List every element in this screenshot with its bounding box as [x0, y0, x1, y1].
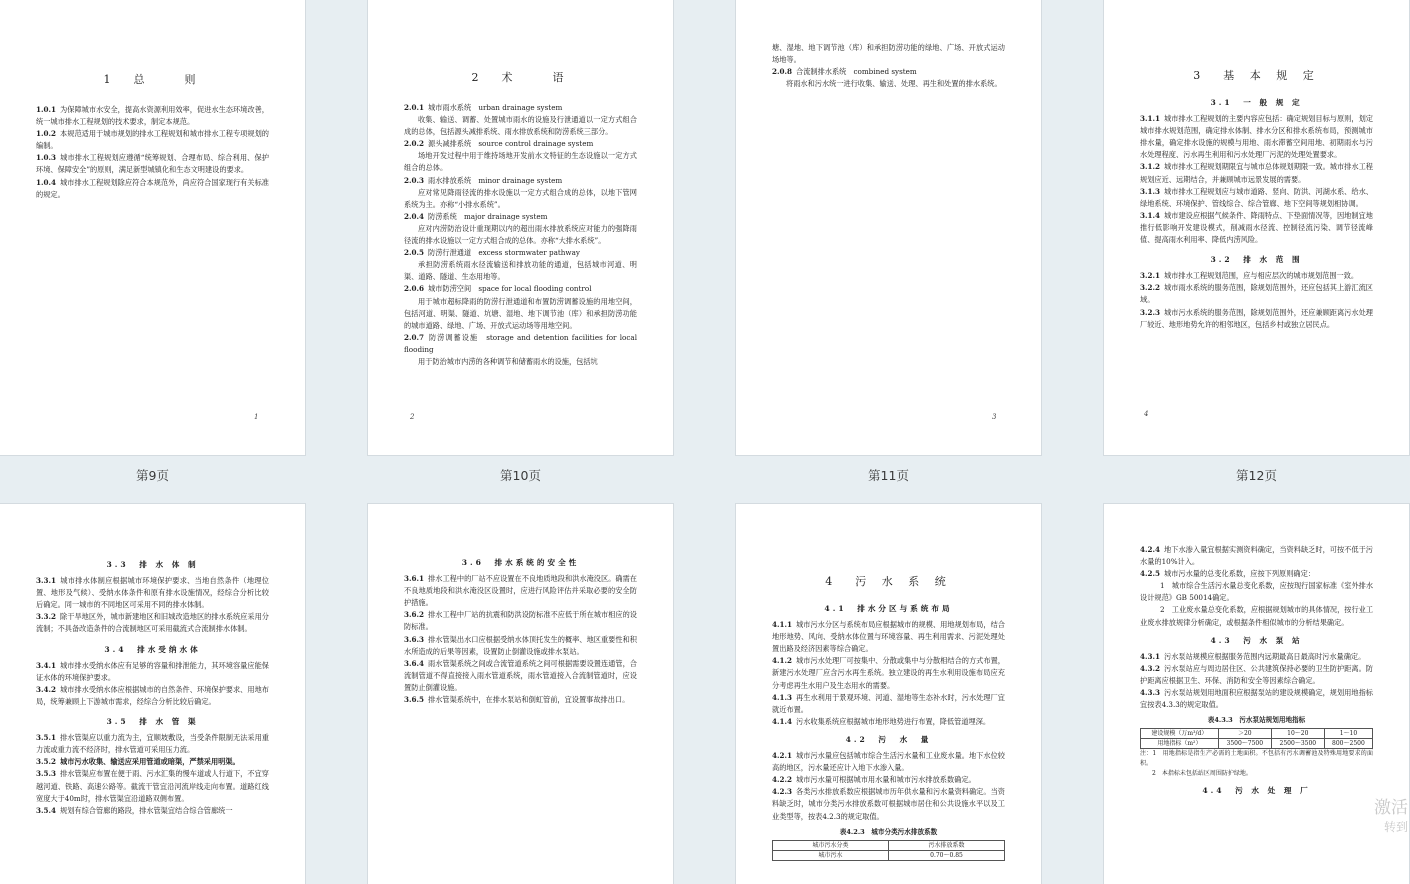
data-table — [772, 840, 1005, 861]
table-row: 城市污水 0.70～0.85 — [773, 850, 1005, 860]
section-title: 4.1 排水分区与系统布局 — [824, 604, 953, 613]
page-label[interactable]: 第12页 — [1236, 468, 1277, 483]
page-14[interactable] — [368, 504, 673, 884]
page-label[interactable]: 第10页 — [500, 468, 541, 483]
page-11[interactable] — [736, 0, 1041, 455]
table-row: 用地指标（m²） 3500～7500 2500～3500 800～2500 — [1141, 739, 1373, 749]
clause: 1.0.2 本规范适用于城市规划的排水工程规划和城市排水工程专项规划的编制。 — [36, 129, 269, 151]
page-label[interactable]: 第11页 — [868, 468, 909, 483]
section-title: 4.4 污 水 处 理 厂 — [1202, 786, 1311, 796]
page-label[interactable]: 第9页 — [136, 468, 169, 483]
term-head: 2.0.8 合流制排水系统 combined system — [772, 67, 917, 77]
watermark-subtext: 转到 — [1383, 820, 1408, 834]
term-body: 场地开发过程中用于维持场地开发前水文特征的生态设施以一定方式组合的总体。 — [404, 151, 637, 173]
section-title: 3.5 排 水 管 渠 — [106, 717, 199, 727]
page-text: 4.2.4 地下水渗入量宜根据实测资料确定，当资料缺乏时，可按不低于污水量的10%计入。 4.2.5 城市污水量的总变化系数，应按下列原则确定： 1 城市综合生活污水量总变化系数，应按现行国家标准《室外排水设计规范》GB 50014确定。 2 工业废水量总变化系数，应根据规划城市的具体情况，按行业工业废水排放规律分析确定，或根据条件相似城市的分析结果确定。 4.3 污 水 泵 站 4.3.1 污水泵站规模应根据服务范围内远期最高日最高时污水量确定。 4.3.2 污水泵站应与周边居住区、公共建筑保持必要的卫生防护距离。防护距离应根据卫生、环保、消防和安全等因素综合确定。 4.3.3 污水泵站规划用地面积应根据泵站的建设规模确定，规划用地指标宜按表4.3.3的规定取值。 表4.3.3 污水泵站规划用地指标 建设规模（万m³/d） ＞20 10～20 1～10 用地指标（m²） 3500～7500 2500～3500 800～2500 注：1 用地指标是指生产必需的土地面积。不包括有污水调蓄池及特殊用地要求的面积。 2 本指标未包括站区周围防护绿地。 4.4 污 水 处 理 厂 — [1140, 544, 1373, 801]
term-head: 2.0.4 防涝系统 major drainage system — [404, 211, 548, 221]
term-head: 2.0.6 城市防涝空间 space for local flooding control — [404, 284, 592, 294]
term-body: 将雨水和污水统一进行收集、输送、处理、再生和处置的排水系统。 — [786, 79, 1002, 89]
table-header: 城市污水分类 — [773, 840, 889, 850]
section-title: 3.6 排水系统的安全性 — [461, 558, 580, 567]
term-body: 应对内涝防治设计重现期以内的超出雨水排放系统应对能力的强降雨径流的排水设施以一定方式组合成的总体。亦称“大排水系统”。 — [404, 223, 637, 246]
section-title: 4.2 污 水 量 — [845, 734, 932, 744]
page-text: 3.3 排 水 体 制 3.3.1 城市排水体制应根据城市环境保护要求、当地自然条件（地理位置、地形及气候）、受纳水体条件和原有排水设施情况，经综合分析比较后确定。同一城市的不同地区可采用不同的排水体制。 3.3.2 除干旱地区外，城市新建地区和旧城改造地区的排水系统应采用分流制；不具备改造条件的合流制地区可采用截流式合流制排水体制。 3.4 排水受纳水体 3.4.1 城市排水受纳水体应有足够的容量和排泄能力，其环境容量应能保证水体的环境保护要求。 3.4.2 城市排水受纳水体应根据城市的自然条件、环境保护要求、用地布局，统筹兼顾上下游城市需求，经综合分析比较后确定。 3.5 排 水 管 渠 3.5.1 排水管渠应以重力流为主，宜顺坡敷设，当受条件限制无法采用重力流或重力流不经济时，排水管道可采用压力流。 3.5.2 城市污水收集、输送应采用管道或暗渠，严禁采用明渠。 3.5.3 排水管渠应布置在便于雨、污水汇集的慢车道或人行道下，不宜穿越河道、铁路、高速公路等。截流干管宜沿河流岸线走向布置。道路红线宽度大于40m时，排水管渠宜沿道路双侧布置。 3.5.4 规划有综合管廊的路段，排水管渠宜结合综合管廊统一 — [36, 560, 269, 815]
section-title: 3.2 排 水 范 围 — [1210, 255, 1303, 265]
page-15[interactable] — [736, 504, 1041, 884]
table-note: 2 本指标未包括站区周围防护绿地。 — [1140, 770, 1252, 778]
data-table — [1140, 728, 1373, 749]
chapter-title: 1 总 则 — [103, 73, 202, 86]
watermark-text: 激活 — [1374, 798, 1408, 818]
page-text — [36, 104, 269, 201]
page-text — [404, 102, 637, 368]
table-note: 注：1 用地指标是指生产必需的土地面积。不包括有污水调蓄池及特殊用地要求的面积。 — [1140, 750, 1373, 768]
page-number: 3 — [992, 413, 997, 421]
table-header: 污水排放系数 — [889, 840, 1005, 850]
page-number: 2 — [410, 413, 415, 421]
term-head: 2.0.3 雨水排放系统 minor drainage system — [404, 175, 563, 185]
section-title: 3.1 一 般 规 定 — [1210, 98, 1303, 107]
page-text: 3.1 一 般 规 定 3.1.1 城市排水工程规划的主要内容应包括：确定规划目标与原则，划定城市排水规划范围，确定排水体制、排水分区和排水系统布局，预测城市排水量，确定排水设施的规模与用地、雨水滞蓄空间用地、初期雨水与污水处理程度、污水再生利用和污水处理厂污泥的处理处置要求。 3.1.2 城市排水工程规划期限宜与城市总体规划期限一致。城市排水工程规划应近、远期结合，并兼顾城市远景发展的需要。 3.1.3 城市排水工程规划应与城市道路、竖向、防洪、河湖水系、给水、绿地系统、环境保护、管线综合、综合管廊、地下空间等规划相协调。 3.1.4 城市建设应根据气候条件、降雨特点、下垫面情况等，因地制宜地推行低影响开发建设模式，削减雨水径流、控制径流污染、调节径流峰值、提高雨水利用率、降低内涝风险。 3.2 排 水 范 围 3.2.1 城市排水工程规划范围，应与相应层次的城市规划范围一致。 3.2.2 城市雨水系统的服务范围，除规划范围外，还应包括其上游汇流区域。 3.2.3 城市污水系统的服务范围，除规划范围外，还应兼顾距离污水处理厂较近、地形地势允许的相邻地区，包括乡村或独立居民点。 — [1140, 98, 1373, 329]
section-title: 3.3 排 水 体 制 — [106, 560, 199, 569]
term-body: 用于防治城市内涝的各种调节和储蓄雨水的设施，包括坑 — [418, 356, 598, 366]
page-16[interactable] — [1104, 504, 1409, 884]
page-12[interactable] — [1104, 0, 1409, 455]
term-body: 收集、输送、调蓄、处置城市雨水的设施及行泄通道以一定方式组合成的总体，包括源头减排系统、雨水排放系统和防涝系统三部分。 — [404, 115, 637, 137]
clause: 1.0.1 为保障城市水安全，提高水资源利用效率，促进水生态环境改善，统一城市排水工程规划的技术要求，制定本规范。 — [36, 105, 269, 127]
term-head: 2.0.7 防涝调蓄设施 storage and detention facilities for local flooding — [404, 332, 637, 354]
page-text: 4.1 排水分区与系统布局 4.1.1 城市污水分区与系统布局应根据城市的规模、用地规划布局，结合地形地势、风向、受纳水体位置与环境容量、再生利用需求、污泥处理处置出路及经济因素等综合确定。 4.1.2 城市污水处理厂可按集中、分散或集中与分散相结合的方式布置，新建污水处理厂应含污水再生系统。独立建设的再生水利用设施布局应充分考虑再生水用户及生态用水的需要。 4.1.3 再生水利用于景观环境、河道、湿地等生态补水时，污水处理厂宜就近布置。 4.1.4 污水收集系统应根据城市地形地势进行布置，降低管道埋深。 4.2 污 水 量 4.2.1 城市污水量应包括城市综合生活污水量和工业废水量。地下水位较高的地区，污水量还应计入地下水渗入量。 4.2.2 城市污水量可根据城市用水量和城市污水排放系数确定。 4.2.3 各类污水排放系数应根据城市历年供水量和污水量资料确定。当资料缺乏时，城市分类污水排放系数可根据城市居住和公共设施水平以及工业类型等，按表4.2.3的规定取值。 表4.2.3 城市分类污水排放系数 城市污水分类 污水排放系数 城市污水 0.70～0.85 — [772, 604, 1005, 859]
clause: 1.0.4 城市排水工程规划除应符合本规范外，尚应符合国家现行有关标准的规定。 — [36, 177, 269, 199]
page-number: 1 — [254, 413, 259, 421]
page-text — [772, 42, 1005, 90]
page-number: 4 — [1144, 410, 1149, 418]
page-9[interactable] — [0, 0, 305, 455]
page-10[interactable] — [368, 0, 673, 455]
table-title: 表4.2.3 城市分类污水排放系数 — [839, 827, 938, 836]
term-head: 2.0.5 防涝行泄通道 excess stormwater pathway — [404, 248, 580, 258]
term-body: 应对常见降雨径流的排水设施以一定方式组合成的总体，以地下管网系统为主。亦称“小排水系统”。 — [404, 187, 637, 209]
term-body: 用于城市超标降雨的防涝行泄通道和布置防涝调蓄设施的用地空间，包括河道、明渠、隧道、坑塘、湿地、地下调节池（库）和承担防涝功能的城市道路、绿地、广场、开放式运动场等用地空间。 — [404, 296, 637, 330]
term-head: 2.0.1 城市雨水系统 urban drainage system — [404, 103, 563, 112]
term-head: 2.0.2 源头减排系统 source control drainage system — [404, 139, 594, 149]
clause: 1.0.3 城市排水工程规划应遵循“统筹规划、合理布局、综合利用、保护环境、保障安全”的原则，满足新型城镇化和生态文明建设的要求。 — [36, 153, 269, 175]
table-title: 表4.3.3 污水泵站规划用地指标 — [1207, 716, 1306, 725]
term-body: 塘、湿地、地下调节池（库）和承担防涝功能的绿地、广场、开放式运动场地等。 — [772, 43, 1005, 65]
page-13[interactable] — [0, 504, 305, 884]
section-title: 3.4 排水受纳水体 — [104, 644, 201, 654]
term-body: 承担防涝系统雨水径流输送和排放功能的通道，包括城市河道、明渠、道路、隧道、生态用地等。 — [404, 260, 637, 282]
chapter-title: 2 术 语 — [471, 71, 570, 84]
chapter-title: 4 污 水 系 统 — [825, 575, 952, 588]
section-title: 4.3 污 水 泵 站 — [1210, 635, 1303, 645]
table-row: 建设规模（万m³/d） ＞20 10～20 1～10 — [1141, 729, 1373, 739]
chapter-title: 3 基 本 规 定 — [1193, 69, 1320, 82]
page-text: 3.6 排水系统的安全性 3.6.1 排水工程中的厂站不应设置在不良地质地段和洪水淹没区。确需在不良地质地段和洪水淹没区设置时，应进行风险评估并采取必要的安全防护措施。 3.6.2 排水工程中厂站的抗震和防洪设防标准不应低于所在城市相应的设防标准。 3.6.3 排水管渠出水口应根据受纳水体顶托发生的概率、地区重要性和积水所造成的后果等因素，设置防止倒灌设施或排水泵站。 3.6.4 雨水管渠系统之间或合流管道系统之间可根据需要设置连通管，合流制管道不得直接接入雨水管道系统，雨水管道接入合流制管道时，应设置防止倒灌设施。 3.6.5 排水管渠系统中，在排水泵站和倒虹管前，宜设置事故排出口。 — [404, 558, 637, 705]
